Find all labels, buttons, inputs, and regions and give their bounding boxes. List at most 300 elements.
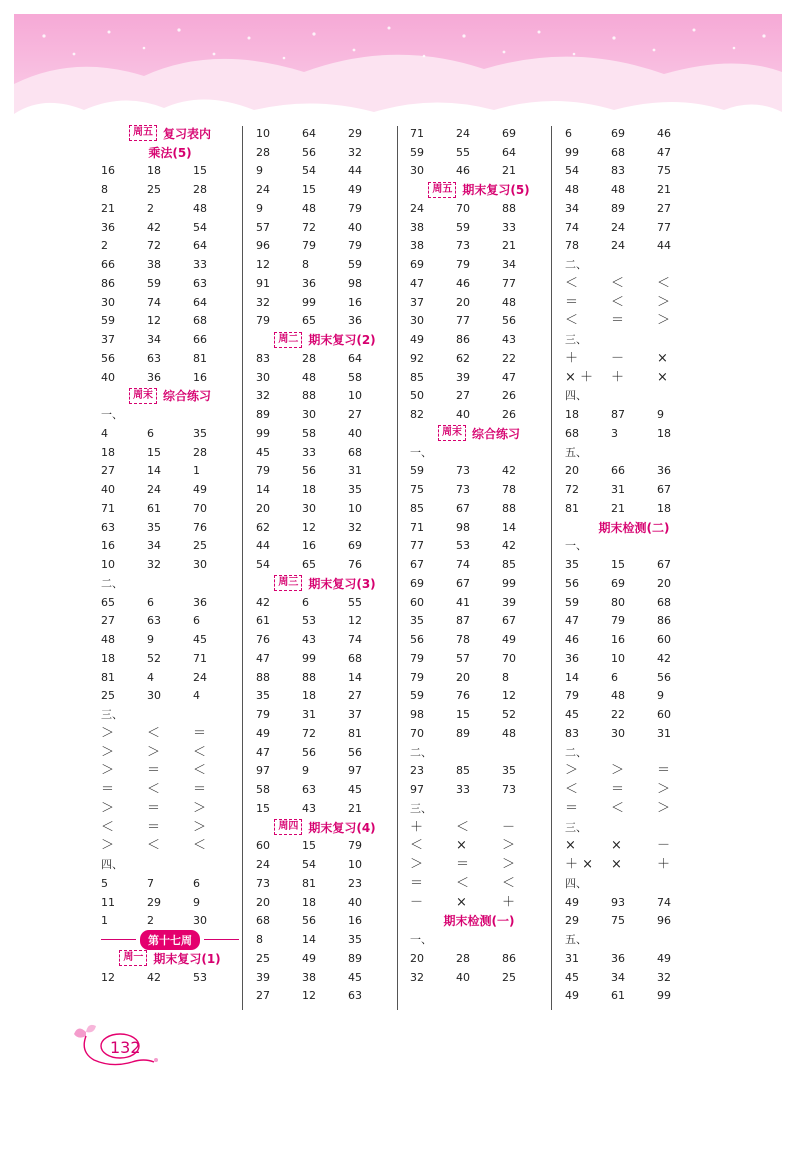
answer-cell: 42 (256, 595, 270, 609)
answer-cell: 37 (101, 333, 115, 347)
answer-cell: 16 (302, 539, 316, 553)
answer-row (565, 762, 703, 781)
answer-cell: 38 (410, 239, 424, 253)
answer-cell: ＞ (565, 763, 579, 779)
answer-cell: 32 (348, 520, 362, 534)
answer-cell: ＜ (456, 819, 470, 835)
answer-cell: － (611, 350, 625, 366)
question-number-label: 一、 (410, 445, 432, 459)
answer-cell: 36 (565, 651, 579, 665)
answer-row (256, 443, 394, 462)
answer-row (410, 218, 548, 237)
answer-cell: 96 (657, 914, 671, 928)
answer-cell: 18 (302, 895, 316, 909)
answer-row (410, 855, 548, 874)
answer-cell: 4 (193, 689, 200, 703)
answer-row (256, 687, 394, 706)
answer-cell: 63 (147, 614, 161, 628)
answer-cell: 50 (410, 389, 424, 403)
answer-cell: 20 (657, 576, 671, 590)
answer-row (565, 574, 703, 593)
answer-cell: 16 (348, 914, 362, 928)
question-number-label: 二、 (101, 576, 123, 590)
answer-cell: 63 (147, 351, 161, 365)
answer-cell: 72 (565, 483, 579, 497)
answer-row (410, 630, 548, 649)
answer-cell: 57 (456, 651, 470, 665)
week-divider (101, 930, 239, 949)
answer-cell: ＞ (611, 763, 625, 779)
answer-cell: 79 (565, 689, 579, 703)
answer-cell: 98 (348, 276, 362, 290)
answer-cell: 86 (456, 333, 470, 347)
answer-cell: 81 (302, 876, 316, 890)
answer-cell: 7 (147, 876, 154, 890)
answer-cell: 56 (657, 670, 671, 684)
answer-row (256, 218, 394, 237)
question-number-label: 四、 (565, 389, 587, 403)
answer-cell: 2 (101, 239, 108, 253)
answer-cell: 16 (348, 295, 362, 309)
answer-cell: 73 (456, 464, 470, 478)
answer-cell: 32 (147, 558, 161, 572)
answer-cell: ＜ (101, 819, 115, 835)
answer-cell: 79 (410, 670, 424, 684)
answer-cell: 35 (256, 689, 270, 703)
answer-cell: 43 (302, 801, 316, 815)
answer-cell: 72 (147, 239, 161, 253)
section-header (256, 818, 394, 837)
answer-cell: 29 (147, 895, 161, 909)
answer-cell: 48 (611, 183, 625, 197)
answer-cell: 85 (410, 370, 424, 384)
answer-cell: 69 (410, 576, 424, 590)
answer-row (565, 668, 703, 687)
answer-row (101, 293, 239, 312)
column-divider (397, 126, 398, 1010)
answer-cell: ＞ (502, 838, 516, 854)
question-number-label: 二、 (410, 745, 432, 759)
answer-cell: 64 (302, 126, 316, 140)
answer-cell: 33 (302, 445, 316, 459)
answer-cell: 79 (348, 839, 362, 853)
answer-cell: 98 (410, 708, 424, 722)
answer-cell: 10 (611, 651, 625, 665)
answer-cell: ＋ (565, 350, 579, 366)
answer-cell: 59 (410, 464, 424, 478)
answer-row (101, 180, 239, 199)
answer-cell: ＞ (657, 782, 671, 798)
answer-cell: 22 (502, 351, 516, 365)
answer-cell: 27 (348, 408, 362, 422)
answer-cell: 9 (193, 895, 200, 909)
answer-row (410, 330, 548, 349)
answer-cell: × (565, 838, 576, 854)
day-badge: 周末 (438, 425, 466, 441)
answer-row (410, 537, 548, 556)
answer-cell: 35 (348, 483, 362, 497)
answer-cell: 79 (302, 239, 316, 253)
answer-cell: 68 (611, 145, 625, 159)
answer-row (256, 255, 394, 274)
answer-cell: 70 (456, 201, 470, 215)
answer-cell: 20 (456, 295, 470, 309)
section-title: 期末复习(2) (308, 333, 376, 348)
answer-cell: 99 (302, 295, 316, 309)
answer-row (565, 349, 703, 368)
answer-row (565, 499, 703, 518)
answer-row (565, 162, 703, 181)
answer-cell: 9 (147, 633, 154, 647)
answer-cell: 46 (456, 164, 470, 178)
answer-cell: 64 (348, 351, 362, 365)
answer-row (256, 930, 394, 949)
answer-cell: 76 (193, 520, 207, 534)
answer-cell: 15 (256, 801, 270, 815)
answer-cell: ＜ (657, 275, 671, 291)
answer-row (256, 312, 394, 331)
answer-cell: 67 (657, 483, 671, 497)
answer-cell: 39 (456, 370, 470, 384)
answer-row (101, 162, 239, 181)
answer-row (565, 630, 703, 649)
answer-row (256, 855, 394, 874)
answer-cell: 62 (256, 520, 270, 534)
question-number-label: 三、 (565, 820, 587, 834)
section-title: 期末复习(3) (308, 576, 376, 591)
answer-cell: 42 (502, 464, 516, 478)
answer-cell: 15 (611, 558, 625, 572)
answer-cell: ＜ (193, 744, 207, 760)
answer-row (565, 612, 703, 631)
answer-row (410, 837, 548, 856)
section-title: 期末复习(4) (308, 820, 376, 835)
answer-cell: 40 (348, 895, 362, 909)
answer-cell: ＞ (502, 857, 516, 873)
answer-row (410, 312, 548, 331)
answer-cell: 79 (410, 651, 424, 665)
answer-cell: 31 (611, 483, 625, 497)
answer-cell: 56 (348, 745, 362, 759)
section-header (256, 330, 394, 349)
answer-cell: 49 (193, 483, 207, 497)
answer-row (256, 968, 394, 987)
answer-cell: 86 (101, 276, 115, 290)
answer-cell: － (410, 894, 424, 910)
answer-cell: 59 (348, 258, 362, 272)
answer-row (410, 593, 548, 612)
answer-cell: 32 (256, 295, 270, 309)
question-number-label: 五、 (565, 933, 587, 947)
answer-cell: 31 (657, 726, 671, 740)
answer-cell: ＋ (410, 819, 424, 835)
answer-row (565, 912, 703, 931)
answer-row (256, 649, 394, 668)
section-title: 乘法(5) (148, 145, 192, 160)
answer-cell: 73 (456, 239, 470, 253)
answer-cell: 11 (101, 895, 115, 909)
answer-cell: 25 (502, 970, 516, 984)
answer-cell: 46 (565, 633, 579, 647)
answer-cell: 30 (410, 314, 424, 328)
answer-cell: 67 (657, 558, 671, 572)
answer-cell: 60 (657, 708, 671, 722)
answer-row (410, 762, 548, 781)
week-label: 第十七周 (140, 930, 200, 950)
answer-cell: 12 (502, 689, 516, 703)
answer-cell: 75 (410, 483, 424, 497)
answer-cell: 4 (101, 426, 108, 440)
answer-cell: 98 (456, 520, 470, 534)
answer-cell: 78 (502, 483, 516, 497)
answer-cell: 69 (410, 258, 424, 272)
answer-row (256, 762, 394, 781)
answer-row (256, 349, 394, 368)
answer-cell: 43 (502, 333, 516, 347)
answer-cell: 97 (410, 783, 424, 797)
answer-row (101, 368, 239, 387)
answer-cell: 99 (657, 989, 671, 1003)
answer-row (256, 199, 394, 218)
answer-cell: ＜ (147, 838, 161, 854)
answer-cell: 81 (348, 726, 362, 740)
answer-cell: 21 (657, 183, 671, 197)
answer-cell: 40 (348, 426, 362, 440)
answer-cell: 47 (502, 370, 516, 384)
answer-cell: 6 (565, 126, 572, 140)
answer-row (256, 555, 394, 574)
answer-row (565, 124, 703, 143)
answer-cell: 6 (147, 426, 154, 440)
answer-cell: 42 (502, 539, 516, 553)
question-number-label: 二、 (565, 745, 587, 759)
answer-cell: ＞ (193, 819, 207, 835)
answer-cell: ＜ (611, 275, 625, 291)
answer-cell: 14 (565, 670, 579, 684)
answer-cell: 28 (456, 951, 470, 965)
answer-row (256, 274, 394, 293)
answer-cell: × (657, 369, 668, 385)
answer-row (101, 837, 239, 856)
answer-row (101, 480, 239, 499)
section-title: 期末复习(5) (462, 183, 530, 198)
answer-row (565, 799, 703, 818)
answer-cell: 49 (410, 333, 424, 347)
answer-cell: 30 (147, 689, 161, 703)
section-title: 期末复习(1) (153, 951, 221, 966)
answer-row (101, 593, 239, 612)
answer-cell: 20 (256, 895, 270, 909)
answer-row (101, 780, 239, 799)
answer-cell: ＞ (657, 313, 671, 329)
answer-cell: 67 (456, 501, 470, 515)
answer-cell: 12 (101, 970, 115, 984)
day-badge: 周五 (129, 125, 157, 141)
answer-row (565, 555, 703, 574)
answer-cell: 72 (302, 726, 316, 740)
day-badge: 周五 (428, 182, 456, 198)
answer-cell: 18 (565, 408, 579, 422)
answer-cell: 56 (302, 745, 316, 759)
answer-cell: 36 (657, 464, 671, 478)
answer-cell: 24 (147, 483, 161, 497)
answer-cell: 25 (193, 539, 207, 553)
answer-cell: 45 (193, 633, 207, 647)
column-divider (551, 126, 552, 1010)
answer-cell: 56 (302, 464, 316, 478)
answer-row (565, 143, 703, 162)
question-number-label: 三、 (101, 708, 123, 722)
answer-cell: 21 (611, 501, 625, 515)
answer-cell: 45 (348, 783, 362, 797)
answer-row (101, 762, 239, 781)
answer-cell: 65 (302, 558, 316, 572)
question-number-label: 三、 (410, 801, 432, 815)
answer-cell: 35 (410, 614, 424, 628)
answer-row (410, 874, 548, 893)
answer-row (410, 387, 548, 406)
answer-cell: 71 (193, 651, 207, 665)
answer-row (565, 724, 703, 743)
answer-cell: ＜ (502, 875, 516, 891)
answer-cell: 81 (101, 670, 115, 684)
answer-cell: 10 (348, 389, 362, 403)
answer-cell: 15 (456, 708, 470, 722)
answer-cell: × (456, 838, 467, 854)
answer-cell: 26 (502, 389, 516, 403)
answer-cell: 85 (410, 501, 424, 515)
answer-row (410, 499, 548, 518)
answer-row (256, 518, 394, 537)
section-header (256, 574, 394, 593)
answer-cell: 62 (456, 351, 470, 365)
answer-cell: 27 (256, 989, 270, 1003)
answer-cell: 59 (565, 595, 579, 609)
day-badge: 周四 (274, 819, 302, 835)
answer-column-2 (256, 124, 394, 1005)
answer-cell: 43 (302, 633, 316, 647)
answer-row (410, 124, 548, 143)
answer-cell: 40 (101, 370, 115, 384)
answer-cell: 35 (502, 764, 516, 778)
answer-row (101, 724, 239, 743)
answer-cell: 77 (410, 539, 424, 553)
answer-cell: 49 (502, 633, 516, 647)
answer-row (256, 630, 394, 649)
answer-cell: 1 (193, 464, 200, 478)
answer-cell: ＝ (657, 763, 671, 779)
answer-cell: 59 (456, 220, 470, 234)
answer-cell: 41 (456, 595, 470, 609)
answer-row (410, 949, 548, 968)
answer-row (565, 593, 703, 612)
section-header (410, 180, 548, 199)
answer-cell: 81 (193, 351, 207, 365)
column-divider (242, 126, 243, 1010)
answer-cell: 10 (348, 501, 362, 515)
answer-cell: 29 (565, 914, 579, 928)
answer-cell: ＜ (611, 800, 625, 816)
answer-cell: 61 (611, 989, 625, 1003)
answer-cell: 83 (256, 351, 270, 365)
answer-row (256, 124, 394, 143)
section-header (101, 124, 239, 143)
answer-cell: 30 (101, 295, 115, 309)
answer-row (410, 143, 548, 162)
section-title: 期末检测(一) (443, 914, 515, 929)
answer-cell: 56 (502, 314, 516, 328)
answer-cell: 8 (256, 933, 263, 947)
answer-cell: 65 (302, 314, 316, 328)
answer-cell: 39 (256, 970, 270, 984)
answer-cell: 30 (410, 164, 424, 178)
answer-row (410, 968, 548, 987)
answer-cell: ＝ (565, 800, 579, 816)
answer-cell: ＜ (565, 782, 579, 798)
answer-row (256, 874, 394, 893)
banner-cloud-graphic (14, 14, 782, 124)
answer-cell: 70 (502, 651, 516, 665)
answer-cell: 23 (348, 876, 362, 890)
answer-cell: ＜ (193, 838, 207, 854)
answer-cell: ＝ (611, 313, 625, 329)
answer-row (256, 949, 394, 968)
answer-cell: 12 (302, 989, 316, 1003)
answer-row (565, 780, 703, 799)
answer-cell: 79 (256, 314, 270, 328)
answer-cell: 59 (410, 689, 424, 703)
answer-cell: 44 (256, 539, 270, 553)
answer-cell: 33 (456, 783, 470, 797)
answer-cell: 79 (611, 614, 625, 628)
answer-cell: ＝ (147, 763, 161, 779)
answer-cell: 35 (348, 933, 362, 947)
answer-row (256, 368, 394, 387)
answer-row (565, 274, 703, 293)
answer-cell: ＜ (565, 313, 579, 329)
section-header (101, 387, 239, 406)
answer-row (256, 462, 394, 481)
answer-row (101, 630, 239, 649)
answer-cell: 89 (256, 408, 270, 422)
answer-cell: 8 (101, 183, 108, 197)
answer-row (565, 949, 703, 968)
answer-cell: 70 (193, 501, 207, 515)
answer-cell: 18 (302, 689, 316, 703)
answer-cell: 63 (302, 783, 316, 797)
answer-row (565, 312, 703, 331)
answer-cell: 73 (456, 483, 470, 497)
answer-cell: 89 (456, 726, 470, 740)
answer-cell: 5 (101, 876, 108, 890)
answer-cell: 24 (256, 858, 270, 872)
answer-cell: × (611, 838, 622, 854)
answer-row (101, 668, 239, 687)
answer-cell: 64 (193, 295, 207, 309)
answer-row (565, 462, 703, 481)
answer-cell: 10 (101, 558, 115, 572)
answer-cell: ＞ (657, 800, 671, 816)
answer-cell: 87 (611, 408, 625, 422)
answer-cell: 46 (657, 126, 671, 140)
page-number-ornament (72, 1022, 162, 1072)
answer-cell: 59 (101, 314, 115, 328)
answer-row (565, 293, 703, 312)
answer-cell: 12 (302, 520, 316, 534)
answer-cell: 16 (101, 164, 115, 178)
answer-cell: 9 (657, 689, 664, 703)
answer-row (410, 818, 548, 837)
